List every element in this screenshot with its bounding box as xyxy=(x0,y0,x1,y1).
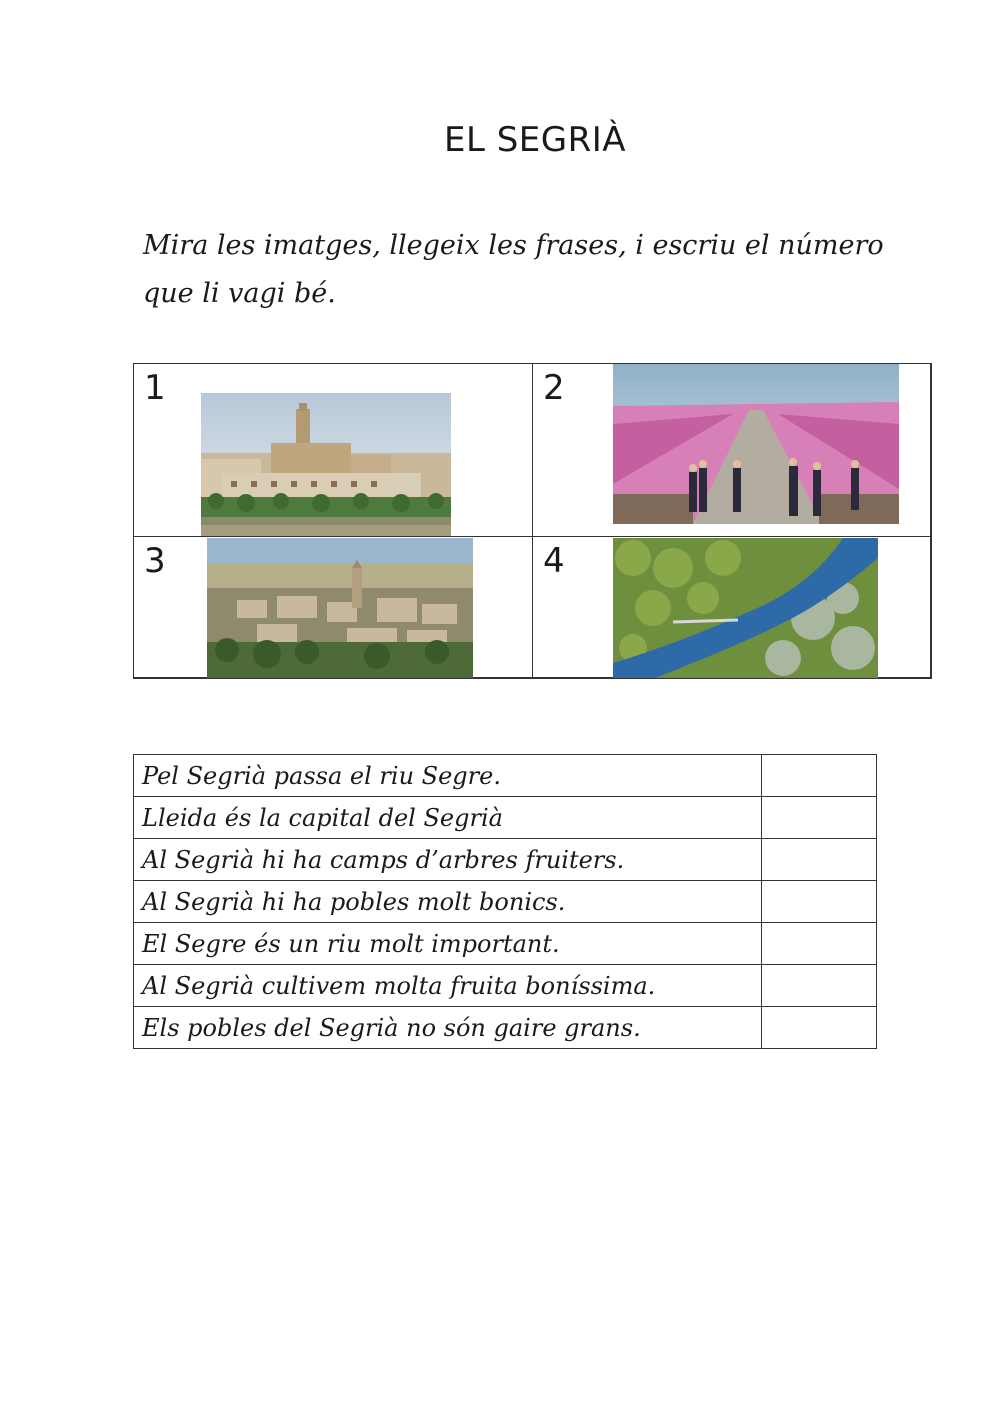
answer-input[interactable] xyxy=(762,756,876,796)
statement-text: Al Segrià cultivem molta fruita boníssima. xyxy=(134,965,762,1007)
statement-text: Pel Segrià passa el riu Segre. xyxy=(134,755,762,797)
town-countryside-image xyxy=(207,538,473,679)
answer-input[interactable] xyxy=(762,798,876,838)
statement-text: Els pobles del Segrià no són gaire grans. xyxy=(134,1007,762,1049)
table-row xyxy=(134,923,877,965)
river-forest-image xyxy=(613,538,878,679)
answer-cell xyxy=(762,1007,877,1049)
image-number-1: 1 xyxy=(144,368,166,408)
answer-cell xyxy=(762,923,877,965)
answer-cell xyxy=(762,965,877,1007)
image-cell-3 xyxy=(133,536,533,679)
instruction-text: Mira les imatges, llegeix les frases, i escriu el número que li vagi bé. xyxy=(143,230,884,309)
page-title: EL SEGRIÀ xyxy=(443,120,627,160)
fruit-blossom-fields-image xyxy=(613,364,899,524)
table-row xyxy=(134,755,877,797)
table-row xyxy=(134,881,877,923)
statements-table xyxy=(133,754,877,1049)
statement-text: Lleida és la capital del Segrià xyxy=(134,797,762,839)
image-grid xyxy=(133,363,931,678)
city-cathedral-image xyxy=(201,393,451,537)
image-number-4: 4 xyxy=(543,541,565,581)
statement-text: Al Segrià hi ha pobles molt bonics. xyxy=(134,881,762,923)
answer-input[interactable] xyxy=(762,882,876,922)
answer-input[interactable] xyxy=(762,1008,876,1048)
answer-input[interactable] xyxy=(762,840,876,880)
table-row xyxy=(134,965,877,1007)
image-cell-4 xyxy=(532,536,932,679)
answer-cell xyxy=(762,881,877,923)
answer-cell xyxy=(762,797,877,839)
statement-text: El Segre és un riu molt important. xyxy=(134,923,762,965)
image-number-2: 2 xyxy=(543,368,565,408)
table-row xyxy=(134,797,877,839)
answer-cell xyxy=(762,839,877,881)
table-row xyxy=(134,839,877,881)
answer-cell xyxy=(762,755,877,797)
answer-input[interactable] xyxy=(762,966,876,1006)
image-cell-2 xyxy=(532,363,932,537)
answer-input[interactable] xyxy=(762,924,876,964)
image-number-3: 3 xyxy=(144,541,166,581)
table-row xyxy=(134,1007,877,1049)
statement-text: Al Segrià hi ha camps d’arbres fruiters. xyxy=(134,839,762,881)
image-cell-1 xyxy=(133,363,533,537)
